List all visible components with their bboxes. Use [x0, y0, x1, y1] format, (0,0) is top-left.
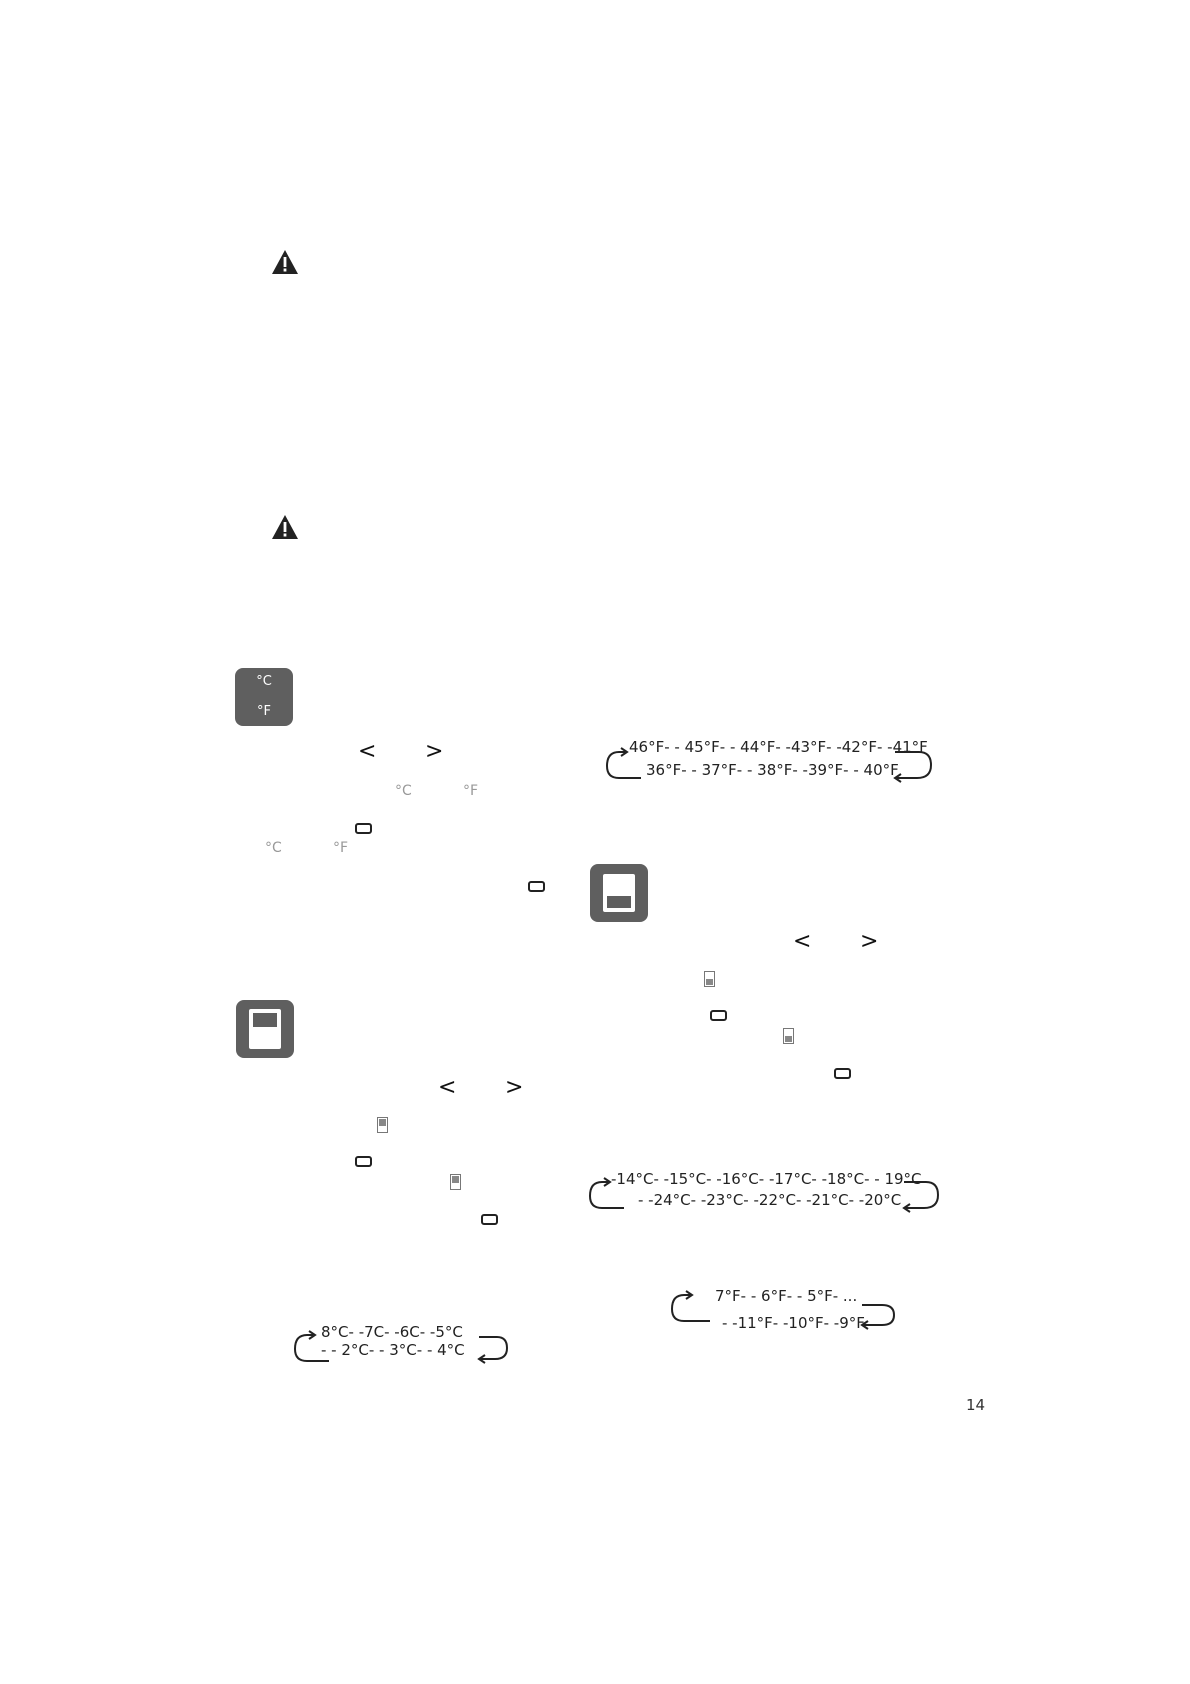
- fridge-fahrenheit-cycle: [605, 738, 935, 788]
- cycle-bottom-line: - -11°F- -10°F- -9°F: [722, 1314, 865, 1332]
- fridge-small-icon: [377, 1117, 388, 1133]
- freezer-fahrenheit-cycle: [670, 1283, 900, 1333]
- fridge-celsius-cycle: [293, 1323, 513, 1373]
- cycle-bottom-line: - - 2°C- - 3°C- - 4°C: [321, 1341, 465, 1359]
- freezer-icon[interactable]: [590, 864, 648, 922]
- cycle-bottom-line: - -24°C- -23°C- -22°C- -21°C- -20°C: [638, 1191, 902, 1209]
- cycle-top-line: -14°C- -15°C- -16°C- -17°C- -18°C- - 19°C: [611, 1170, 922, 1188]
- unit-icon-celsius: °C: [256, 674, 272, 689]
- cycle-top-line: 46°F- - 45°F- - 44°F- -43°F- -42°F- -41°F: [629, 738, 928, 756]
- cycle-top-line: 8°C- -7C- -6C- -5°C: [321, 1323, 463, 1341]
- warning-icon: [270, 513, 300, 541]
- freezer-celsius-cycle: [588, 1170, 943, 1220]
- unit-toggle-icon[interactable]: [235, 668, 293, 726]
- set-button-icon: [355, 823, 372, 834]
- chevron-right-icon: >: [505, 1075, 524, 1100]
- set-button-icon: [710, 1010, 727, 1021]
- chevron-right-icon: >: [425, 739, 444, 764]
- freezer-small-icon: [704, 971, 715, 987]
- set-button-icon: [481, 1214, 498, 1225]
- cycle-bottom-line: 36°F- - 37°F- - 38°F- -39°F- - 40°F: [646, 761, 899, 779]
- chevron-left-icon: <: [358, 739, 377, 764]
- chevron-left-icon: <: [438, 1075, 457, 1100]
- fridge-icon[interactable]: [236, 1000, 294, 1058]
- set-button-icon: [355, 1156, 372, 1167]
- page-number: 14: [966, 1396, 986, 1414]
- set-button-icon: [528, 881, 545, 892]
- chevron-left-icon: <: [793, 929, 812, 954]
- unit-icon-fahrenheit: °F: [257, 704, 271, 719]
- celsius-label: °C: [265, 840, 282, 856]
- warning-icon: [270, 248, 300, 276]
- cycle-top-line: 7°F- - 6°F- - 5°F- ...: [715, 1287, 858, 1305]
- fridge-small-icon: [450, 1174, 461, 1190]
- set-button-icon: [834, 1068, 851, 1079]
- fahrenheit-label: °F: [463, 783, 479, 799]
- fahrenheit-label: °F: [333, 840, 349, 856]
- chevron-right-icon: >: [860, 929, 879, 954]
- freezer-small-icon: [783, 1028, 794, 1044]
- celsius-label: °C: [395, 783, 412, 799]
